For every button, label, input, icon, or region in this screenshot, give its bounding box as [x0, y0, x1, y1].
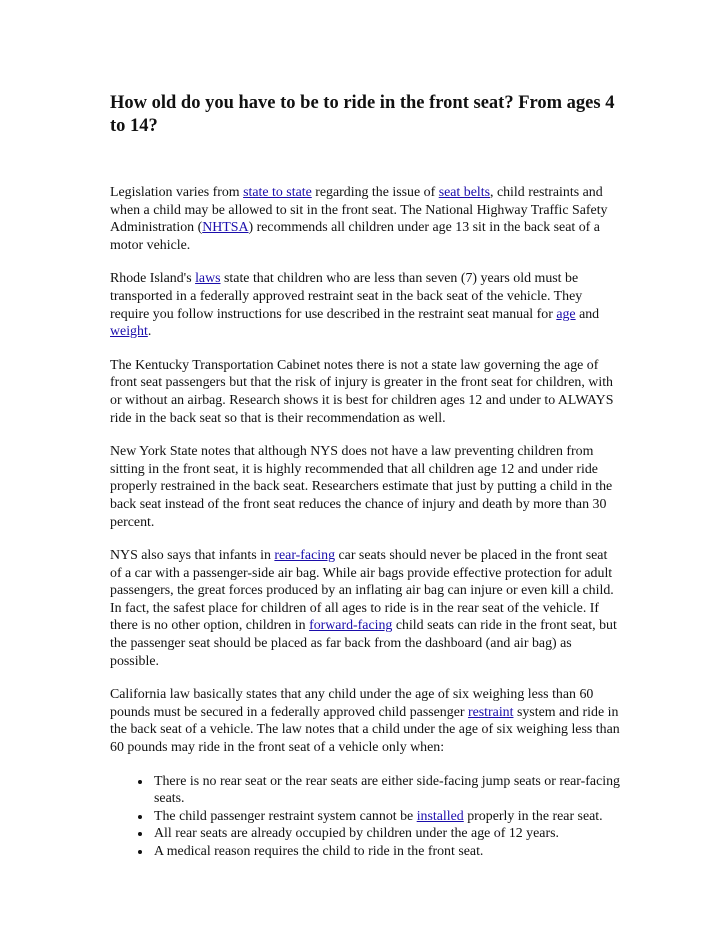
link-age[interactable]: age: [556, 306, 576, 322]
conditions-list: [110, 773, 622, 861]
paragraph-rhode-island: Rhode Island's laws state that children who are less than seven (7) years old must be transported in a federally approved restraint seat in the back seat of the vehicle. They require you follow instructions for use described in the restraint seat manual for age and weight.: [110, 271, 600, 340]
link-seat-belts[interactable]: seat belts: [438, 185, 490, 200]
link-installed[interactable]: installed: [416, 808, 464, 824]
list-item: • There is no rear seat or the rear seats are either side-facing jump seats or rear-facing seats.: [152, 773, 622, 808]
link-forward-facing[interactable]: forward-facing: [309, 618, 393, 634]
link-nhtsa[interactable]: NHTSA: [202, 220, 249, 236]
paragraph-legislation: Legislation varies from state to state regarding the issue of seat belts, child restraints and when a child may be allowed to sit in the front seat. The National Highway Traffic Safety Administration (NHTSA) recommends all children under age 13 sit in the back seat of a motor vehicle.: [110, 185, 608, 253]
paragraph-new-york: New York State notes that although NYS does not have a law preventing children from sitting in the front seat, it is highly recommended that all children age 12 and under ride properly restrained in the back seat. Researchers estimate that just by putting a child in the back seat instead of the front seat reduces the chance of injury and death by more than 30 percent.: [110, 444, 613, 530]
link-laws[interactable]: laws: [195, 271, 221, 287]
link-rear-facing[interactable]: rear-facing: [274, 548, 336, 564]
paragraph-nys-infants: NYS also says that infants in rear-facing car seats should never be placed in the front seat of a car with a passenger-side air bag. While air bags provide effective protection for adult passengers, the great forces produced by an inflating air bag can injure or even kill a child. In fact, the safest place for children of all ages to ride is in the rear seat of the vehicle. If there is no other option, children in forward-facing child seats can ride in the front seat, but the passenger seat should be placed as far back from the dashboard (and air bag) as possible.: [110, 548, 617, 669]
document-page: [110, 92, 622, 861]
link-weight[interactable]: weight: [110, 324, 148, 340]
list-item: • The child passenger restraint system cannot be installed properly in the rear seat.: [152, 808, 622, 826]
paragraph-california: California law basically states that any child under the age of six weighing less than 60 pounds must be secured in a federally approved child passenger restraint system and ride in the back seat of a vehicle. The law notes that a child under the age of six weighing less than 60 pounds may ride in the front seat of a vehicle only when:: [110, 687, 620, 756]
page-title: How old do you have to be to ride in the front seat? From ages 4 to 14?: [110, 93, 615, 136]
link-state-to-state[interactable]: state to state: [243, 185, 312, 200]
paragraph-kentucky: The Kentucky Transportation Cabinet notes there is not a state law governing the age of front seat passengers but that the risk of injury is greater in the front seat for children, with or without an airbag. Research shows it is best for children ages 12 and under to ALWAYS ride in the back seat so that is their recommendation as well.: [110, 357, 614, 426]
link-restraint[interactable]: restraint: [467, 704, 514, 720]
list-item: • A medical reason requires the child to ride in the front seat.: [152, 843, 622, 861]
list-item: • All rear seats are already occupied by children under the age of 12 years.: [152, 825, 622, 843]
